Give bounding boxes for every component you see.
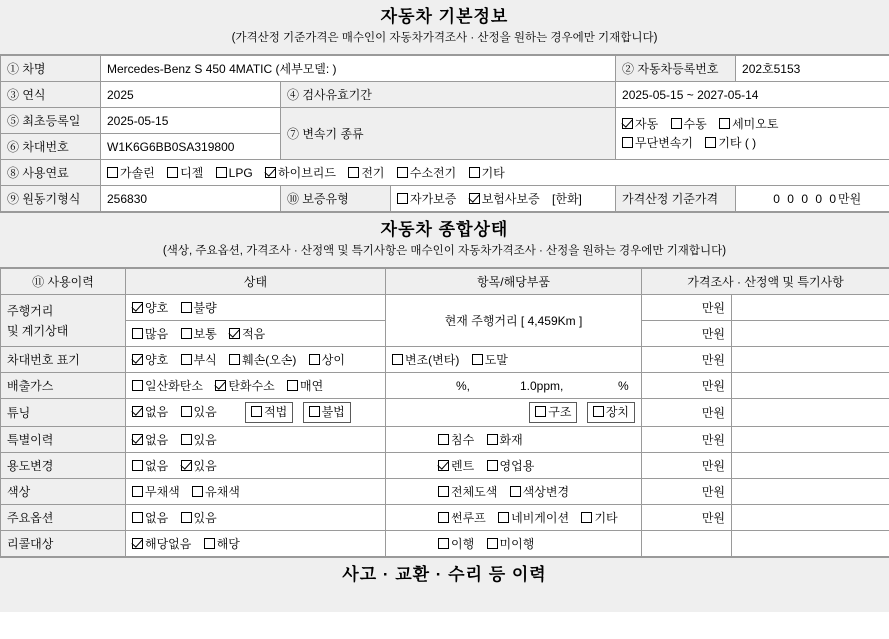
checkbox-option[interactable]: 자동 [622,115,658,134]
checkbox-option[interactable]: 양호 [132,299,168,316]
checkbox-option[interactable]: 없음 [132,403,168,420]
price-note[interactable] [732,531,889,557]
checkbox-option[interactable]: 없음 [132,431,168,448]
fuel-options[interactable] [101,160,889,186]
checkbox-option[interactable]: 자가보증 [397,190,456,207]
checkbox-option[interactable]: 네비게이션 [498,509,569,526]
checkbox-icon[interactable] [487,434,498,445]
checkbox-icon[interactable] [438,538,449,549]
warranty-company: [한화] [552,192,582,206]
row-label-main-options: 주요옵션 [1,505,126,531]
price-note[interactable] [732,321,889,347]
checkbox-option[interactable]: 세미오토 [719,115,778,134]
checkbox-option[interactable]: 기타 [469,164,505,181]
mileage-state-line1[interactable] [126,295,386,321]
checkbox-option[interactable]: 무채색 [132,483,180,500]
price-note[interactable] [732,453,889,479]
checkbox-option[interactable]: 불량 [181,299,217,316]
checkbox-option[interactable]: 수소전기 [397,164,456,181]
vin-label: ⑥ 차대번호 [1,134,101,160]
transmission-options[interactable] [616,108,889,160]
checkbox-icon[interactable] [719,118,730,129]
checkbox-option[interactable]: 해당없음 [132,535,191,552]
price-note[interactable] [732,399,889,427]
checkbox-option[interactable]: 도말 [472,351,508,368]
main-options-parts[interactable] [386,505,642,531]
checkbox-icon[interactable] [472,354,483,365]
checkbox-icon[interactable] [132,406,143,417]
year-label: ③ 연식 [1,82,101,108]
section-overall-subtitle: (색상, 주요옵션, 가격조사 · 산정액 및 특기사항은 매수인이 자동차가격조사 · 산정을 원하는 경우에만 기재합니다) [162,245,727,257]
checkbox-icon[interactable] [132,486,143,497]
section-overall-header [0,212,889,268]
section-basic-subtitle: (가격산정 기준가격은 매수인이 자동차가격조사 · 산정을 원하는 경우에만 기재합니다) [231,32,658,44]
usage-change-state[interactable] [126,453,386,479]
price-note[interactable] [732,295,889,321]
checkbox-icon[interactable] [309,406,320,417]
checkbox-option[interactable]: 색상변경 [510,483,569,500]
checkbox-icon[interactable] [167,167,178,178]
base-price-value[interactable]: 0 0 0 0 0 [773,192,839,206]
checkbox-option[interactable]: 있음 [181,509,217,526]
base-price-unit: 만원 [838,192,862,206]
checkbox-icon[interactable] [348,167,359,178]
checkbox-icon[interactable] [535,406,546,417]
checkbox-option[interactable]: 영업용 [487,457,535,474]
inspection-period-value[interactable]: 2025-05-15 ~ 2027-05-14 [616,82,889,108]
checkbox-option[interactable]: 가솔린 [107,164,155,181]
price-unit [642,531,732,557]
row-label-tuning: 튜닝 [1,399,126,427]
row-label-emissions: 배출가스 [1,373,126,399]
section-basic-header [0,0,889,55]
checkbox-option[interactable]: LPG [216,166,253,180]
checkbox-option[interactable]: 있음 [181,431,217,448]
table-row [1,160,889,186]
checkbox-icon[interactable] [229,328,240,339]
table-header-row [1,269,889,295]
checkbox-icon[interactable] [438,486,449,497]
checkbox-option[interactable]: 화재 [487,431,523,448]
price-note[interactable] [732,373,889,399]
checkbox-option[interactable]: 보통 [181,325,217,342]
col-price: 가격조사 · 산정액 및 특기사항 [642,269,889,295]
checkbox-icon[interactable] [132,302,143,313]
price-note[interactable] [732,427,889,453]
checkbox-option[interactable]: 유채색 [192,483,240,500]
table-row [1,479,889,505]
overall-state-table [0,268,889,557]
checkbox-icon[interactable] [132,512,143,523]
checkbox-option[interactable]: 기타 [581,509,617,526]
price-unit: 만원 [642,505,732,531]
checkbox-option[interactable]: 썬루프 [438,509,486,526]
checkbox-option[interactable]: 매연 [287,377,323,394]
checkbox-option[interactable]: 부식 [181,351,217,368]
checkbox-option[interactable]: 탄화수소 [215,377,274,394]
checkbox-icon[interactable] [132,434,143,445]
checkbox-option[interactable]: 구조 [529,402,577,423]
checkbox-icon[interactable] [397,193,408,204]
checkbox-option[interactable]: 양호 [132,351,168,368]
checkbox-icon[interactable] [132,460,143,471]
table-row [1,347,889,373]
transmission-options-row2 [622,134,883,153]
checkbox-icon[interactable] [132,354,143,365]
transmission-label: ⑦ 변속기 종류 [281,108,616,160]
checkbox-icon[interactable] [181,328,192,339]
emission-hc: 1.0ppm, [519,378,564,393]
warranty-options[interactable] [391,186,616,212]
vin-mark-parts[interactable] [386,347,642,373]
engine-type-label: ⑨ 원동기형식 [1,186,101,212]
checkbox-icon[interactable] [510,486,521,497]
checkbox-option[interactable]: 하이브리드 [265,164,336,181]
checkbox-option[interactable]: 미이행 [487,535,535,552]
base-price-label: 가격산정 기준가격 [616,186,736,212]
tuning-parts[interactable] [386,399,642,427]
special-history-state[interactable] [126,427,386,453]
checkbox-icon[interactable] [181,302,192,313]
basic-info-table [0,55,889,212]
section-accident-header [0,557,889,612]
checkbox-icon[interactable] [181,512,192,523]
price-unit: 만원 [642,295,732,321]
checkbox-icon[interactable] [181,434,192,445]
checkbox-option[interactable]: 많음 [132,325,168,342]
checkbox-icon[interactable] [622,137,633,148]
price-unit: 만원 [642,453,732,479]
row-label-vin-mark: 차대번호 표기 [1,347,126,373]
checkbox-option[interactable]: 적음 [229,325,265,342]
price-unit: 만원 [642,479,732,505]
checkbox-icon[interactable] [622,118,633,129]
row-label-color: 색상 [1,479,126,505]
model-label: ① 차명 [1,56,101,82]
section-accident-title: 사고 · 교환 · 수리 등 이력 [342,565,547,584]
checkbox-icon[interactable] [498,512,509,523]
checkbox-icon[interactable] [397,167,408,178]
checkbox-option[interactable]: 있음 [181,457,217,474]
checkbox-icon[interactable] [309,354,320,365]
inspection-period-label: ④ 검사유효기간 [281,82,616,108]
checkbox-option[interactable]: 침수 [438,431,474,448]
checkbox-icon[interactable] [593,406,604,417]
first-registration-label: ⑤ 최초등록일 [1,108,101,134]
price-unit: 만원 [642,373,732,399]
mileage-parts-value: 현재 주행거리 [ 4,459Km ] [386,295,642,347]
checkbox-option[interactable]: 수동 [671,115,707,134]
checkbox-icon[interactable] [181,406,192,417]
checkbox-icon[interactable] [671,118,682,129]
checkbox-icon[interactable] [229,354,240,365]
checkbox-icon[interactable] [705,137,716,148]
table-row [1,82,889,108]
checkbox-icon[interactable] [438,460,449,471]
table-row [1,186,889,212]
checkbox-option[interactable]: 장치 [587,402,635,423]
table-row [1,56,889,82]
emission-smoke: % [618,378,629,393]
checkbox-icon[interactable] [487,538,498,549]
table-row [1,531,889,557]
checkbox-option[interactable]: 해당 [204,535,240,552]
table-row [1,373,889,399]
tuning-state[interactable] [126,399,386,427]
fuel-label: ⑧ 사용연료 [1,160,101,186]
registration-number-value[interactable]: 202호5153 [736,56,889,82]
mileage-state-line2[interactable] [126,321,386,347]
checkbox-option[interactable]: 없음 [132,509,168,526]
checkbox-icon[interactable] [216,167,227,178]
col-state: 상태 [126,269,386,295]
recall-state[interactable] [126,531,386,557]
registration-number-label: ② 자동차등록번호 [616,56,736,82]
checkbox-icon[interactable] [132,538,143,549]
checkbox-option[interactable]: 이행 [438,535,474,552]
main-options-state[interactable] [126,505,386,531]
checkbox-option[interactable]: 전체도색 [438,483,497,500]
section-basic-title: 자동차 기본정보 [380,7,509,26]
checkbox-option[interactable]: 기타 ( ) [705,134,756,153]
emission-co: %, [455,378,470,393]
price-note[interactable] [732,479,889,505]
table-row [1,108,889,134]
price-unit: 만원 [642,399,732,427]
base-price-value-cell[interactable] [736,186,889,212]
checkbox-icon[interactable] [181,460,192,471]
checkbox-option[interactable]: 전기 [348,164,384,181]
checkbox-icon[interactable] [265,167,276,178]
checkbox-icon[interactable] [581,512,592,523]
price-note[interactable] [732,505,889,531]
checkbox-icon[interactable] [192,486,203,497]
table-row [1,505,889,531]
first-registration-value[interactable]: 2025-05-15 [101,108,281,134]
checkbox-icon[interactable] [181,354,192,365]
checkbox-option[interactable]: 디젤 [167,164,203,181]
row-label-mileage [1,295,126,347]
checkbox-icon[interactable] [287,380,298,391]
checkbox-option[interactable]: 적법 [245,402,293,423]
price-note[interactable] [732,347,889,373]
checkbox-option[interactable]: 있음 [181,403,217,420]
checkbox-icon[interactable] [469,193,480,204]
checkbox-icon[interactable] [215,380,226,391]
checkbox-icon[interactable] [132,328,143,339]
emissions-measure[interactable] [386,373,642,399]
col-parts: 항목/해당부품 [386,269,642,295]
section-overall-title: 자동차 종합상태 [380,220,509,239]
table-row [1,453,889,479]
engine-type-value[interactable]: 256830 [101,186,281,212]
checkbox-option[interactable]: 렌트 [438,457,474,474]
special-history-parts[interactable] [386,427,642,453]
checkbox-icon[interactable] [204,538,215,549]
section-accident-subtitle [0,588,889,605]
col-history: ⑪ 사용이력 [1,269,126,295]
checkbox-option[interactable]: 훼손(오손) [229,351,296,368]
table-row [1,399,889,427]
price-unit: 만원 [642,427,732,453]
table-row [1,295,889,321]
table-row [1,427,889,453]
warranty-label: ⑩ 보증유형 [281,186,391,212]
checkbox-icon[interactable] [469,167,480,178]
checkbox-option[interactable]: 무단변속기 [622,134,693,153]
row-label-recall: 리콜대상 [1,531,126,557]
checkbox-option[interactable]: 보험사보증 [469,190,540,207]
row-label-special-history: 특별이력 [1,427,126,453]
checkbox-icon[interactable] [438,512,449,523]
row-label-mileage-l2: 및 계기상태 [7,323,69,338]
checkbox-icon[interactable] [132,380,143,391]
checkbox-option[interactable]: 상이 [309,351,345,368]
checkbox-option[interactable]: 불법 [303,402,351,423]
year-value[interactable]: 2025 [101,82,281,108]
emissions-state[interactable] [126,373,386,399]
usage-change-parts[interactable] [386,453,642,479]
model-value[interactable]: Mercedes-Benz S 450 4MATIC (세부모델: ) [101,56,616,82]
checkbox-icon[interactable] [438,434,449,445]
price-unit: 만원 [642,347,732,373]
vin-mark-state[interactable] [126,347,386,373]
row-label-mileage-l1: 주행거리 [7,303,54,318]
row-label-usage-change: 용도변경 [1,453,126,479]
price-unit: 만원 [642,321,732,347]
checkbox-option[interactable]: 없음 [132,457,168,474]
color-parts[interactable] [386,479,642,505]
recall-parts[interactable] [386,531,642,557]
transmission-options-row1 [622,115,883,134]
checkbox-icon[interactable] [392,354,403,365]
checkbox-icon[interactable] [251,406,262,417]
checkbox-icon[interactable] [107,167,118,178]
vin-value[interactable]: W1K6G6BB0SA319800 [101,134,281,160]
checkbox-option[interactable]: 일산화탄소 [132,377,203,394]
checkbox-option[interactable]: 변조(변타) [392,351,459,368]
checkbox-icon[interactable] [487,460,498,471]
color-state[interactable] [126,479,386,505]
